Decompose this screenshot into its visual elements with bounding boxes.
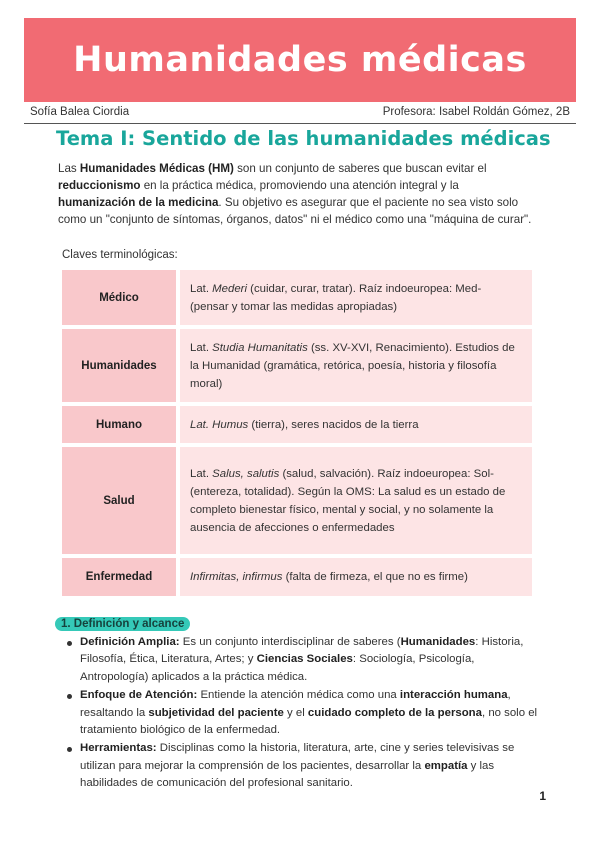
intro-paragraph: Las Humanidades Médicas (HM) son un conjunto de saberes que buscan evitar el reduccionismo en la práctica médica, promoviendo una atención integral y la humanización de la medicina. Su objetivo es asegurar que el paciente no sea visto solo como un "conjunto de síntomas, órganos, datos" ni el médico como una "máquina de curar". [58, 162, 532, 226]
table-row [62, 270, 532, 325]
table-row [62, 329, 532, 402]
term-cell: Humanidades [62, 329, 176, 402]
list-item: Enfoque de Atención: Entiende la atención médica como una interacción humana, resaltando la subjetividad del paciente y el cuidado completo de la persona, no solo el tratamiento biológico de la enfermedad. [64, 687, 542, 739]
table-row [62, 406, 532, 443]
terminology-table [58, 266, 536, 600]
definition-cell: Lat. Mederi (cuidar, curar, tratar). Raíz indoeuropea: Med- (pensar y tomar las medidas apropiadas) [180, 270, 532, 325]
section-heading: 1. Definición y alcance [55, 617, 190, 631]
term-cell: Médico [62, 270, 176, 325]
definition-cell: Lat. Studia Humanitatis (ss. XV-XVI, Renacimiento). Estudios de la Humanidad (gramática, retórica, poesía, historia y filosofía moral) [180, 329, 532, 402]
document-title: Humanidades médicas [73, 40, 527, 80]
table-row [62, 447, 532, 554]
title-banner [24, 18, 576, 102]
list-item: Herramientas: Disciplinas como la historia, literatura, arte, cine y series televisivas se utilizan para mejorar la comprensión de los pacientes, desarrollar la empatía y las habilidades de comunicación del profesional sanitario. [64, 740, 542, 792]
topic-title: Tema I: Sentido de las humanidades médicas [56, 127, 551, 150]
header-divider [24, 123, 576, 124]
term-cell: Enfermedad [62, 558, 176, 596]
bullet-list [64, 634, 542, 794]
table-row [62, 558, 532, 596]
definition-cell: Infirmitas, infirmus (falta de firmeza, el que no es firme) [180, 558, 532, 596]
term-cell: Humano [62, 406, 176, 443]
definition-cell: Lat. Salus, salutis (salud, salvación). Raíz indoeuropea: Sol- (entereza, totalidad). Según la OMS: La salud es un estado de completo bienestar físico, mental y social, y no solamente la ausencia de afecciones o enfermedades [180, 447, 532, 554]
page-number: 1 [539, 789, 546, 803]
term-cell: Salud [62, 447, 176, 554]
author-name: Sofía Balea Ciordia [30, 106, 130, 118]
list-item: Definición Amplia: Es un conjunto interdisciplinar de saberes (Humanidades: Historia, Filosofía, Ética, Literatura, Artes; y Ciencias Sociales: Sociología, Psicología, Antropología) aplicados a la práctica médica. [64, 634, 542, 686]
terminology-label: Claves terminológicas: [62, 249, 178, 261]
definition-cell: Lat. Humus (tierra), seres nacidos de la tierra [180, 406, 532, 443]
teacher-info: Profesora: Isabel Roldán Gómez, 2B [382, 106, 570, 118]
